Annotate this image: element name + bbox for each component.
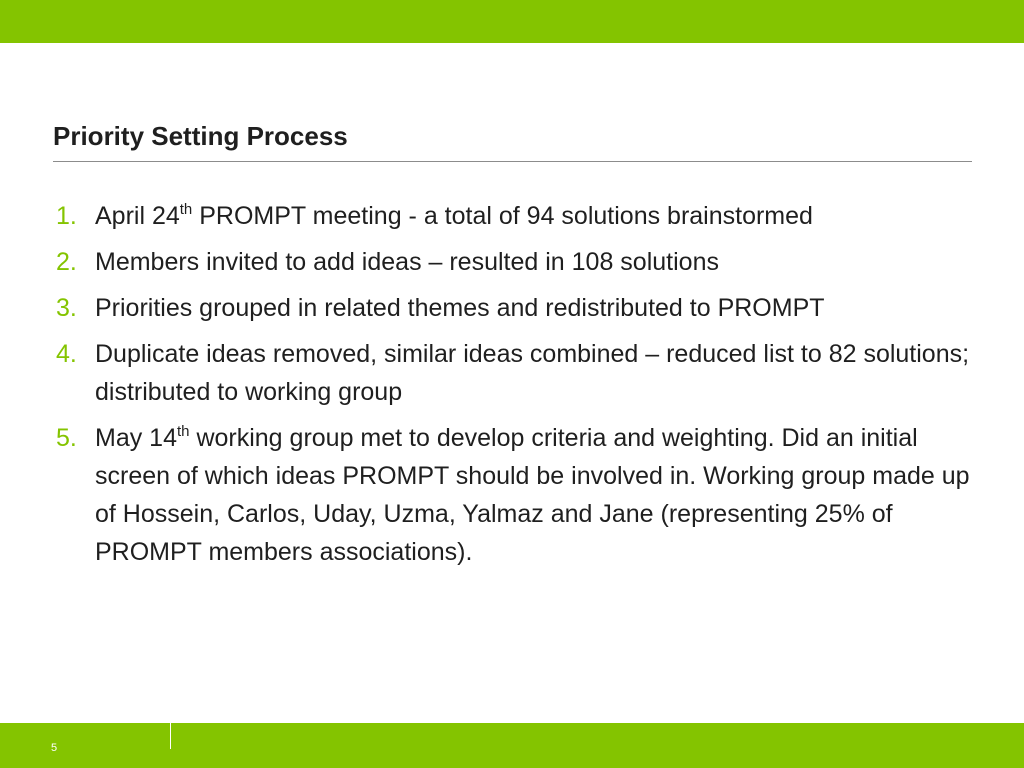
title-divider [53,161,972,162]
top-accent-bar [0,0,1024,43]
footer-divider [170,723,171,749]
bottom-accent-bar [0,723,1024,768]
list-item [53,419,983,571]
list-item-text: Duplicate ideas removed, similar ideas combined – reduced list to 82 solutions; distributed to working group [95,340,970,406]
list-item [53,197,983,235]
list-item [53,335,983,411]
point-list [53,197,983,579]
list-item-text: May 14th working group met to develop criteria and weighting. Did an initial screen of which ideas PROMPT should be involved in. Working group made up of Hossein, Carlos, Uday, Uzma, Yalmaz and Jane (representing 25% of PROMPT members associations). [95,423,970,566]
list-item-text: April 24th PROMPT meeting - a total of 94 solutions brainstormed [95,201,813,230]
page-number: 5 [51,742,58,754]
list-item-number: 2. [56,248,77,276]
list-item-number: 4. [56,340,77,368]
slide-title: Priority Setting Process [53,121,348,151]
list-item [53,289,983,327]
ordinal-suffix: th [176,423,190,440]
list-item-text: Priorities grouped in related themes and redistributed to PROMPT [95,294,825,322]
ordinal-suffix: th [179,201,193,218]
list-item-number: 5. [56,424,77,452]
list-item-number: 1. [56,202,77,230]
list-item-number: 3. [56,294,77,322]
list-item [53,243,983,281]
list-item-text: Members invited to add ideas – resulted in 108 solutions [95,248,719,276]
